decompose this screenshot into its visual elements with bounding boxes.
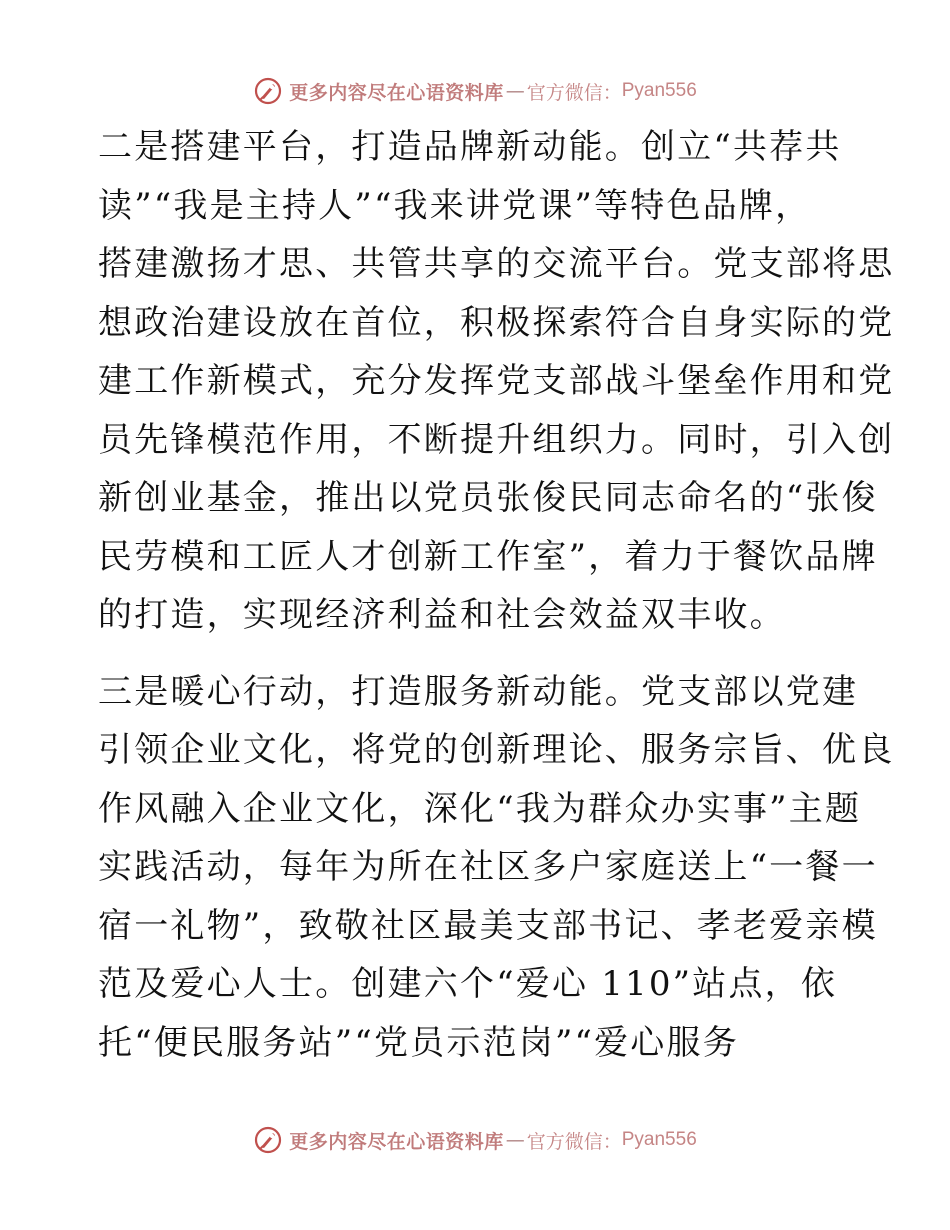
banner-wechat-label: 官方微信： [526, 81, 622, 104]
text-line: 的打造，实现经济利益和社会效益双丰收。 [98, 595, 786, 635]
banner-wechat-id: Pyan556 [621, 1129, 697, 1150]
banner-ad-text: 更多内容尽在心语资料库 [289, 81, 504, 104]
document-body [98, 118, 895, 1072]
text-line: 想政治建设放在首位，积极探索符合自身实际的党 [98, 302, 895, 343]
banner-ad-text: 更多内容尽在心语资料库 [289, 1130, 504, 1153]
text-line: 作风融入企业文化，深化“我为群众办实事”主题 [98, 788, 862, 829]
text-line: 二是搭建平台，打造品牌新动能。创立“共荐共 [98, 127, 842, 167]
text-line: 实践活动，每年为所在社区多户家庭送上“一餐一 [98, 847, 878, 887]
text-line: 托“便民服务站”“党员示范岗”“爱心服务 [98, 1022, 739, 1063]
feather-pen-logo-icon [253, 1125, 283, 1155]
banner-separator: — [505, 80, 525, 102]
paragraph-platform [98, 118, 895, 645]
paragraph-service [98, 663, 895, 1073]
text-line: 三是暖心行动，打造服务新动能。党支部以党建 [98, 671, 859, 712]
text-line: 引领企业文化，将党的创新理论、服务宗旨、优良 [98, 730, 895, 770]
header-banner [0, 71, 950, 111]
feather-pen-logo-icon [253, 76, 283, 106]
text-line: 员先锋模范作用，不断提升组织力。同时，引入创 [98, 419, 895, 460]
text-line: 读”“我是主持人”“我来讲党课”等特色品牌， [98, 185, 812, 226]
text-line: 民劳模和工匠人才创新工作室”，着力于餐饮品牌 [98, 536, 878, 577]
footer-banner [0, 1120, 950, 1160]
text-line: 宿一礼物”，致敬社区最美支部书记、孝老爱亲模 [98, 905, 878, 946]
text-line: 搭建激扬才思、共管共享的交流平台。党支部将思 [98, 244, 895, 284]
banner-wechat-label: 官方微信： [526, 1130, 622, 1153]
banner-separator: — [505, 1129, 525, 1151]
text-line: 新创业基金，推出以党员张俊民同志命名的“张俊 [98, 478, 878, 518]
text-line: 范及爱心人士。创建六个“爱心 110”站点，依 [98, 964, 838, 1004]
banner-wechat-id: Pyan556 [621, 80, 697, 101]
text-line: 建工作新模式，充分发挥党支部战斗堡垒作用和党 [98, 361, 895, 401]
